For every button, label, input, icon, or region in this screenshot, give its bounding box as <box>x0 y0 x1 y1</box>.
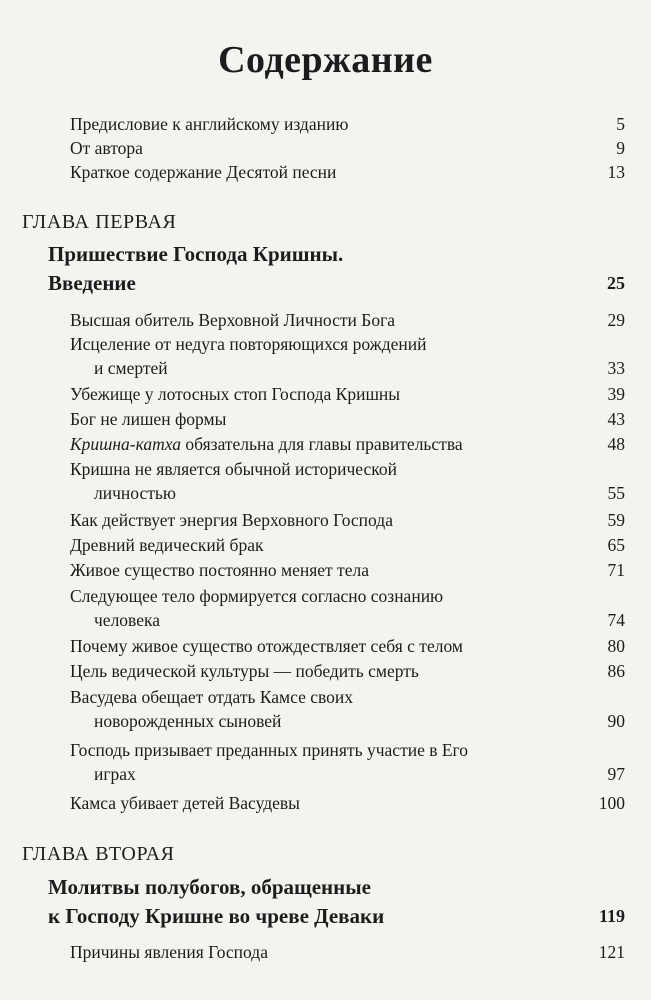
toc-entry-page: 71 <box>607 560 625 580</box>
toc-entry-page: 13 <box>607 162 625 182</box>
chapter-page: 25 <box>607 273 625 293</box>
toc-entry-title: Господь призывает преданных принять участие в Его <box>70 740 469 760</box>
toc-entry-continuation: новорожденных сыновей <box>94 711 282 731</box>
toc-entry-title: Бог не лишен формы <box>70 409 227 429</box>
toc-entry-page: 29 <box>607 310 625 330</box>
toc-entry-title: Исцеление от недуга повторяющихся рождений <box>70 334 427 354</box>
toc-entry <box>70 738 625 786</box>
toc-entry <box>70 659 625 683</box>
toc-entry-continuation: играх <box>94 764 136 784</box>
toc-entry-title: Причины явления Господа <box>70 942 268 962</box>
toc-entry-title: Цель ведической культуры — победить смерть <box>70 661 419 681</box>
toc-entry-page: 39 <box>607 384 625 404</box>
chapter-page: 119 <box>598 906 625 926</box>
toc-entry-page: 65 <box>607 535 625 555</box>
toc-entry-title <box>70 432 625 456</box>
toc-entry-title: Почему живое существо отождествляет себя с телом <box>70 636 463 656</box>
toc-entry <box>70 432 625 456</box>
page-title: Содержание <box>218 39 433 81</box>
toc-entry <box>70 332 625 380</box>
chapter-title-line: Введение <box>48 271 136 295</box>
toc-entry-page: 5 <box>616 114 625 134</box>
toc-entry-title-rest: обязательна для главы правительства <box>181 434 463 454</box>
chapter-label: ГЛАВА ВТОРАЯ <box>22 843 175 865</box>
toc-entry <box>70 112 625 136</box>
toc-entry-page: 74 <box>607 610 625 630</box>
toc-entry-title-italic: Кришна-катха <box>70 434 182 454</box>
toc-entry <box>70 457 625 505</box>
toc-entry <box>70 533 625 557</box>
toc-entry-title: Предисловие к английскому изданию <box>70 114 349 134</box>
toc-entry-page: 100 <box>598 793 625 813</box>
toc-entry-page: 43 <box>607 409 625 429</box>
toc-entry <box>70 382 625 406</box>
toc-entry-page: 97 <box>607 764 625 784</box>
toc-entry-continuation: человека <box>94 610 160 630</box>
toc-entry-page: 90 <box>607 711 625 731</box>
toc-entry-title: Высшая обитель Верховной Личности Бога <box>70 310 396 330</box>
toc-entry-title: Камса убивает детей Васудевы <box>70 793 300 813</box>
toc-entry <box>70 940 625 964</box>
toc-entry <box>70 558 625 582</box>
toc-entry <box>70 584 625 632</box>
toc-entry-page: 48 <box>607 434 625 454</box>
toc-entry-title: Убежище у лотосных стоп Господа Кришны <box>70 384 401 404</box>
toc-entry-title: Кришна не является обычной исторической <box>70 459 397 479</box>
toc-entry <box>70 136 625 160</box>
toc-entry-title: Живое существо постоянно меняет тела <box>70 560 369 580</box>
chapter-title-line: Молитвы полубогов, обращенные <box>48 875 371 899</box>
toc-entry-title: Древний ведический брак <box>70 535 264 555</box>
toc-entry <box>70 634 625 658</box>
toc-entry-page: 59 <box>607 510 625 530</box>
toc-entry <box>70 308 625 332</box>
toc-entry-title: Васудева обещает отдать Камсе своих <box>70 687 354 707</box>
toc-entry <box>70 160 625 184</box>
toc-entry-title: Следующее тело формируется согласно сознанию <box>70 586 444 606</box>
toc-entry-continuation: личностью <box>94 483 176 503</box>
toc-entry <box>70 508 625 532</box>
chapter-title <box>48 240 625 298</box>
toc-entry-page: 55 <box>607 483 625 503</box>
chapter-title-line: Пришествие Господа Кришны. <box>48 242 344 266</box>
toc-entry-page: 121 <box>598 942 625 962</box>
toc-entry-page: 33 <box>607 358 625 378</box>
chapter-label: ГЛАВА ПЕРВАЯ <box>22 211 177 233</box>
toc-entry <box>70 685 625 733</box>
toc-entry-page: 80 <box>607 636 625 656</box>
toc-entry-continuation: и смертей <box>94 358 168 378</box>
toc-entry-title: Как действует энергия Верховного Господа <box>70 510 393 530</box>
chapter-title <box>48 873 625 931</box>
toc-entry-page: 9 <box>616 138 625 158</box>
toc-entry <box>70 791 625 815</box>
chapter-title-line: к Господу Кришне во чреве Деваки <box>48 904 385 928</box>
toc-entry-title: От автора <box>70 138 143 158</box>
toc-entry-page: 86 <box>607 661 625 681</box>
toc-entry <box>70 407 625 431</box>
toc-entry-title: Краткое содержание Десятой песни <box>70 162 337 182</box>
